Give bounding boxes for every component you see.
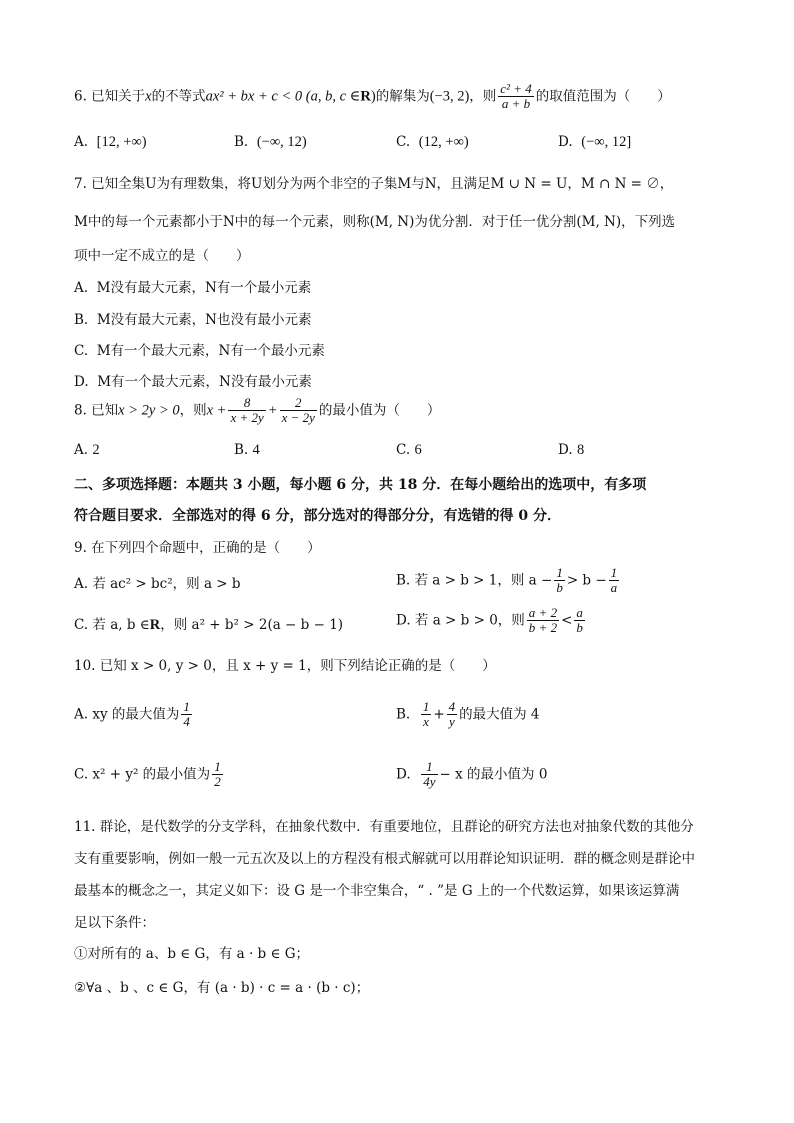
q9-option-a[interactable]: A. 若 ac² > bc²，则 a > b (74, 576, 241, 592)
q9-option-d[interactable]: D. 若 a > b > 0，则 $\frac{a + 2}{b + 2}$ < $\frac{a}{b}$ (396, 605, 583, 636)
section-2-heading-line-2: 符合题目要求．全部选对的得 6 分，部分选对的得部分分，有选错的得 0 分． (74, 508, 561, 524)
question-11-line-1: 11. 群论，是代数学的分支学科，在抽象代数中．有重要地位，且群论的研究方法也对抽象代数的其他分 (74, 819, 694, 835)
q6-option-a[interactable]: A. [12, +∞) (74, 134, 147, 150)
solution-interval: (−3, 2) (429, 88, 470, 105)
question-11-line-4: 足以下条件： (74, 915, 155, 931)
q7-option-c[interactable]: C. M有一个最大元素，N有一个最小元素 (74, 343, 325, 359)
question-7-line-3: 项中一定不成立的是（ ） (74, 248, 250, 264)
q6-option-d[interactable]: D. (−∞, 12] (558, 134, 632, 150)
question-8-stem: 8. 已知x > 2y > 0，则x + $\frac{8}{x + 2y}$ + $\frac{2}{x - 2y}$ 的最小值为（ ） (74, 395, 441, 426)
q8-option-b[interactable]: B. 4 (234, 442, 260, 458)
q8-option-d[interactable]: D. 8 (558, 442, 585, 458)
question-11-line-3: 最基本的概念之一，其定义如下：设 G 是一个非空集合，“ . ”是 G 上的一个代数运算，如果该运算满 (74, 883, 680, 899)
q8-option-a[interactable]: A. 2 (74, 442, 100, 458)
question-7-line-1: 7. 已知全集U为有理数集，将U划分为两个非空的子集M与N，且满足M ∪ N = U，M ∩ N = ∅， (74, 176, 674, 192)
question-7-line-2: M中的每一个元素都小于N中的每一个元素，则称(M, N)为优分割．对于任一优分割(M, N)，下列选 (74, 214, 676, 230)
q9-option-b[interactable]: B. 若 a > b > 1，则 a − $\frac{1}{b}$ > b − $\frac{1}{a}$ (396, 565, 618, 596)
section-2-heading-line-1: 二、多项选择题：本题共 3 小题，每小题 6 分，共 18 分．在每小题给出的选项中，有多项 (74, 477, 647, 493)
q9-option-c[interactable]: C. 若 a, b ∈R，则 a² + b² > 2(a − b − 1) (74, 617, 344, 633)
inequality: ax² + bx + c < 0 (a, b, c ∈ (205, 88, 361, 105)
question-6-stem: 6. 已知关于x的不等式ax² + bx + c < 0 (a, b, c ∈R)的解集为(−3, 2)，则 $\frac{\text{c² + 4}}{a + b}$ 的取值范围为（ ） (74, 81, 671, 112)
q8-option-c[interactable]: C. 6 (396, 442, 422, 458)
q6-option-b[interactable]: B. (−∞, 12) (234, 134, 307, 150)
fraction-2-over-x-minus-2y: $\frac{2}{x - 2y}$ (281, 395, 315, 426)
question-10-stem: 10. 已知 x > 0, y > 0，且 x + y = 1，则下列结论正确的是（ ） (74, 658, 496, 674)
question-11-line-2: 支有重要影响，例如一般一元五次及以上的方程没有根式解就可以用群论知识证明．群的概念则是群论中 (74, 851, 695, 867)
q10-option-b[interactable]: B. $\frac{1}{x}$ + $\frac{4}{y}$ 的最大值为 4 (396, 699, 540, 730)
fraction-8-over-x-plus-2y: $\frac{8}{x + 2y}$ (230, 395, 264, 426)
q10-option-a[interactable]: A. xy 的最大值为 $\frac{1}{4}$ (74, 699, 190, 730)
q7-option-b[interactable]: B. M没有最大元素，N也没有最小元素 (74, 312, 312, 328)
question-9-stem: 9. 在下列四个命题中，正确的是（ ） (74, 540, 321, 556)
q7-option-d[interactable]: D. M有一个最大元素，N没有最小元素 (74, 374, 312, 390)
question-11-condition-1: ①对所有的 a、b ∈ G，有 a · b ∈ G； (74, 946, 310, 962)
question-11-condition-2: ②∀a 、b 、c ∈ G，有 (a · b) · c = a · (b · c)； (74, 980, 370, 996)
q10-option-c[interactable]: C. x² + y² 的最小值为 $\frac{1}{2}$ (74, 759, 221, 790)
q7-option-a[interactable]: A. M没有最大元素，N有一个最小元素 (74, 280, 312, 296)
q6-option-c[interactable]: C. (12, +∞) (396, 134, 469, 150)
fraction-c2-plus-4-over-a-plus-b: $\frac{\text{c² + 4}}{a + b}$ (500, 81, 532, 112)
q10-option-d[interactable]: D. $\frac{1}{4y}$ − x 的最小值为 0 (396, 759, 548, 790)
